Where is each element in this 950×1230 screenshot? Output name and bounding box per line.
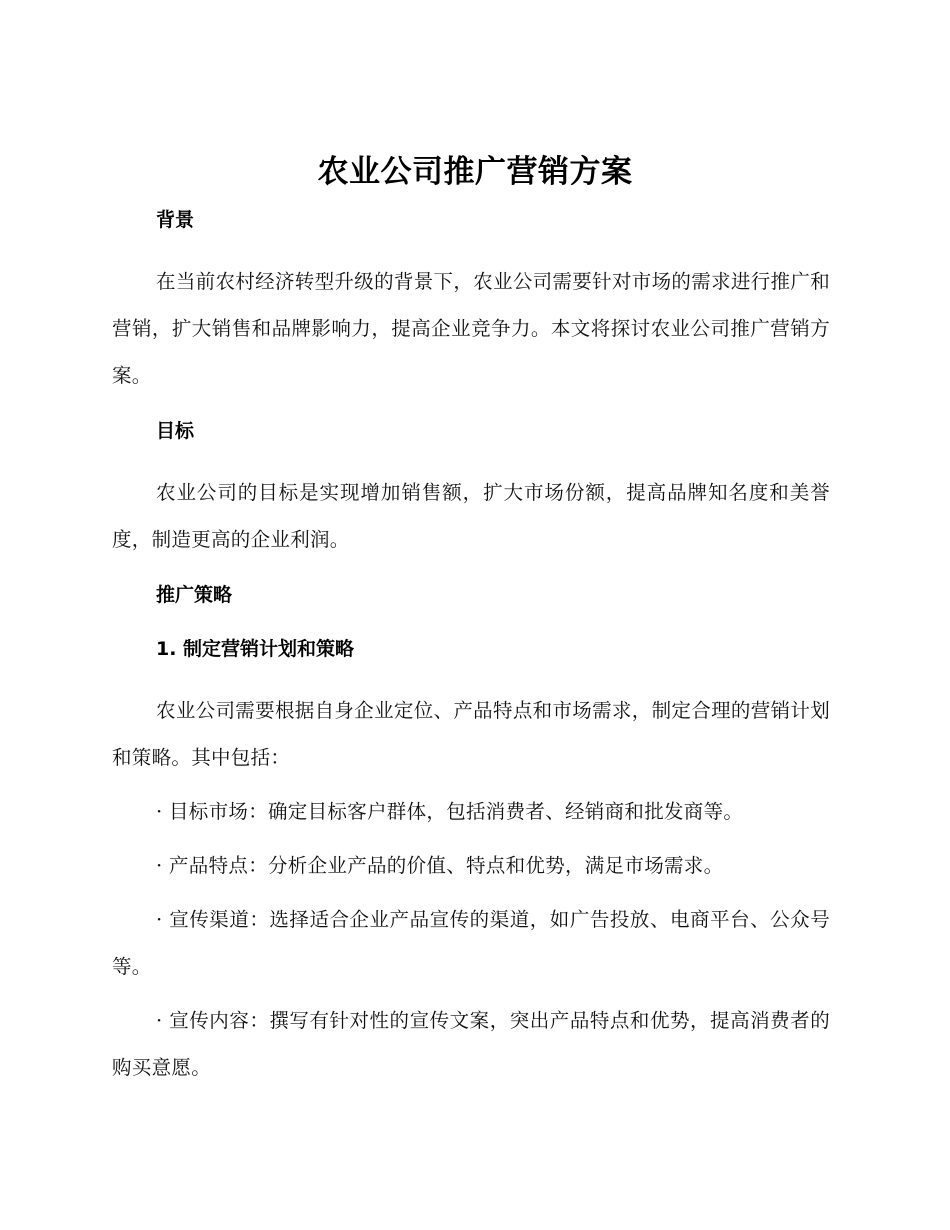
strategy-intro-paragraph: 农业公司需要根据自身企业定位、产品特点和市场需求，制定合理的营销计划和策略。其中包括：	[112, 699, 830, 769]
document-title: 农业公司推广营销方案	[317, 154, 633, 190]
bullet-product-features: · 产品特点：分析企业产品的价值、特点和优势，满足市场需求。	[156, 854, 724, 877]
section-heading-goal: 目标	[156, 420, 195, 442]
section-heading-strategy: 推广策略	[156, 584, 233, 606]
section-heading-background: 背景	[156, 209, 195, 231]
subsection-heading-plan: 1. 制定营销计划和策略	[156, 638, 355, 660]
bullet-promotion-content: · 宣传内容：撰写有针对性的宣传文案，突出产品特点和优势，提高消费者的购买意愿。	[112, 1009, 830, 1079]
document-body	[112, 204, 830, 1091]
background-paragraph: 在当前农村经济转型升级的背景下，农业公司需要针对市场的需求进行推广和营销，扩大销售和品牌影响力，提高企业竞争力。本文将探讨农业公司推广营销方案。	[112, 270, 830, 387]
bullet-promotion-channels: · 宣传渠道：选择适合企业产品宣传的渠道，如广告投放、电商平台、公众号等。	[112, 908, 830, 978]
goal-paragraph: 农业公司的目标是实现增加销售额，扩大市场份额，提高品牌知名度和美誉度，制造更高的企业利润。	[112, 481, 830, 551]
bullet-target-market: · 目标市场：确定目标客户群体，包括消费者、经销商和批发商等。	[156, 800, 744, 823]
